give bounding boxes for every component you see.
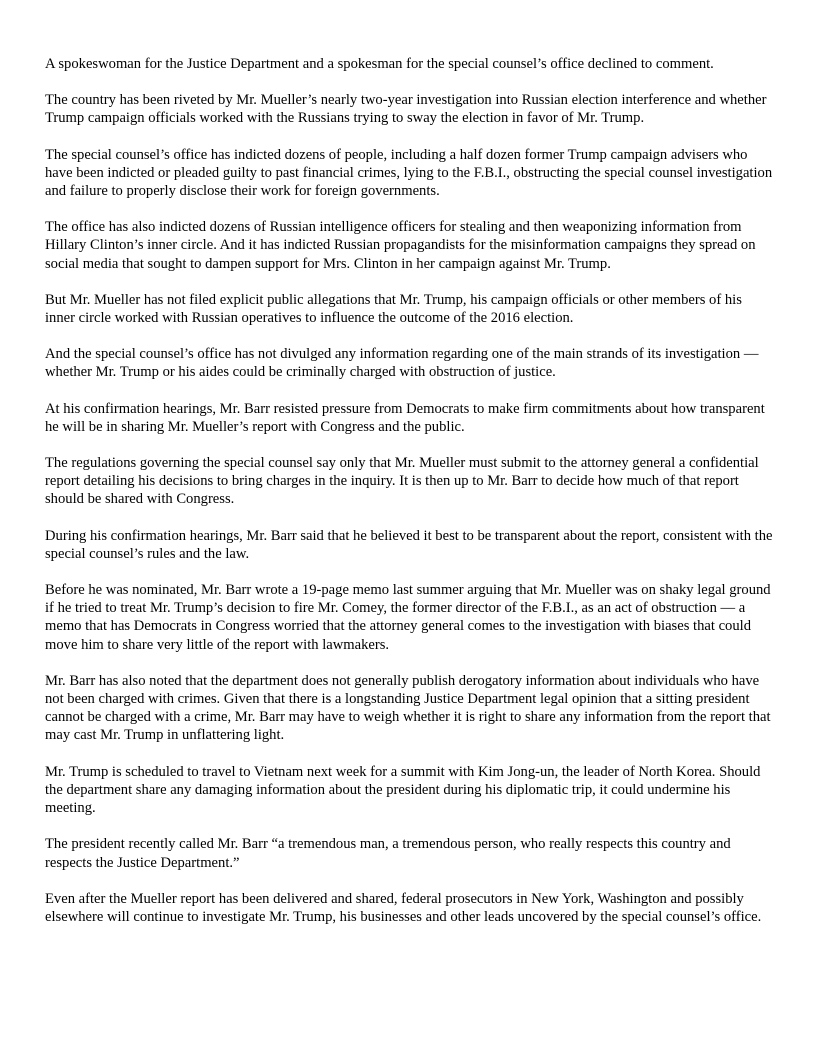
paragraph-4: The office has also indicted dozens of Russian intelligence officers for stealing and then weaponizing information from Hillary Clinton’s inner circle. And it has indicted Russian propagandists for the misinformation campaigns they spread on social media that sought to dampen support for Mrs. Clinton in her campaign against Mr. Trump. [45,219,756,272]
paragraph-8: The regulations governing the special counsel say only that Mr. Mueller must submit to the attorney general a confidential report detailing his decisions to bring charges in the inquiry. It is then up to Mr. Barr to decide how much of that report should be shared with Congress. [45,455,759,508]
paragraph-2: The country has been riveted by Mr. Mueller’s nearly two-year investigation into Russian election interference and whether Trump campaign officials worked with the Russians trying to sway the election in favor of Mr. Trump. [45,92,767,127]
paragraph-5: But Mr. Mueller has not filed explicit public allegations that Mr. Trump, his campaign officials or other members of his inner circle worked with Russian operatives to influence the outcome of the 2016 election. [45,291,742,327]
paragraph-1: A spokeswoman for the Justice Department and a spokesman for the special counsel’s office declined to comment. [45,56,714,72]
paragraph-12: Mr. Trump is scheduled to travel to Vietnam next week for a summit with Kim Jong-un, the leader of North Korea. Should the department share any damaging information about the president during his diplomatic trip, it could undermine his meeting. [45,763,761,817]
paragraph-9: During his confirmation hearings, Mr. Barr said that he believed it best to be transparent about the report, consistent with the special counsel’s rules and the law. [45,527,773,562]
paragraph-10: Before he was nominated, Mr. Barr wrote a 19-page memo last summer arguing that Mr. Mueller was on shaky legal ground if he tried to treat Mr. Trump’s decision to fire Mr. Comey, the former director of the F.B.I., as an act of obstruction — a memo that has Democrats in Congress worried that the attorney general comes to the investigation with biases that could move him to share very little of the report with lawmakers. [45,582,771,653]
paragraph-7: At his confirmation hearings, Mr. Barr resisted pressure from Democrats to make firm commitments about how transparent he will be in sharing Mr. Mueller’s report with Congress and the public. [45,400,765,435]
paragraph-11: Mr. Barr has also noted that the department does not generally publish derogatory information about individuals who have not been charged with crimes. Given that there is a longstanding Justice Department legal opinion that a sitting president cannot be charged with a crime, Mr. Barr may have to weigh whether it is right to share any information from the report that may cast Mr. Trump in unflattering light. [45,672,771,744]
paragraph-6: And the special counsel’s office has not divulged any information regarding one of the main strands of its investigation — whether Mr. Trump or his aides could be criminally charged with obstruction of justice. [45,346,759,381]
paragraph-13: The president recently called Mr. Barr “a tremendous man, a tremendous person, who really respects this country and respects the Justice Department.” [45,836,731,871]
document-page [45,55,773,944]
paragraph-14: Even after the Mueller report has been delivered and shared, federal prosecutors in New York, Washington and possibly elsewhere will continue to investigate Mr. Trump, his businesses and other leads uncovered by the special counsel’s office. [45,890,762,925]
paragraph-3: The special counsel’s office has indicted dozens of people, including a half dozen former Trump campaign advisers who have been indicted or pleaded guilty to past financial crimes, lying to the F.B.I., obstructing the special counsel investigation and failure to properly disclose their work for foreign governments. [45,146,773,200]
